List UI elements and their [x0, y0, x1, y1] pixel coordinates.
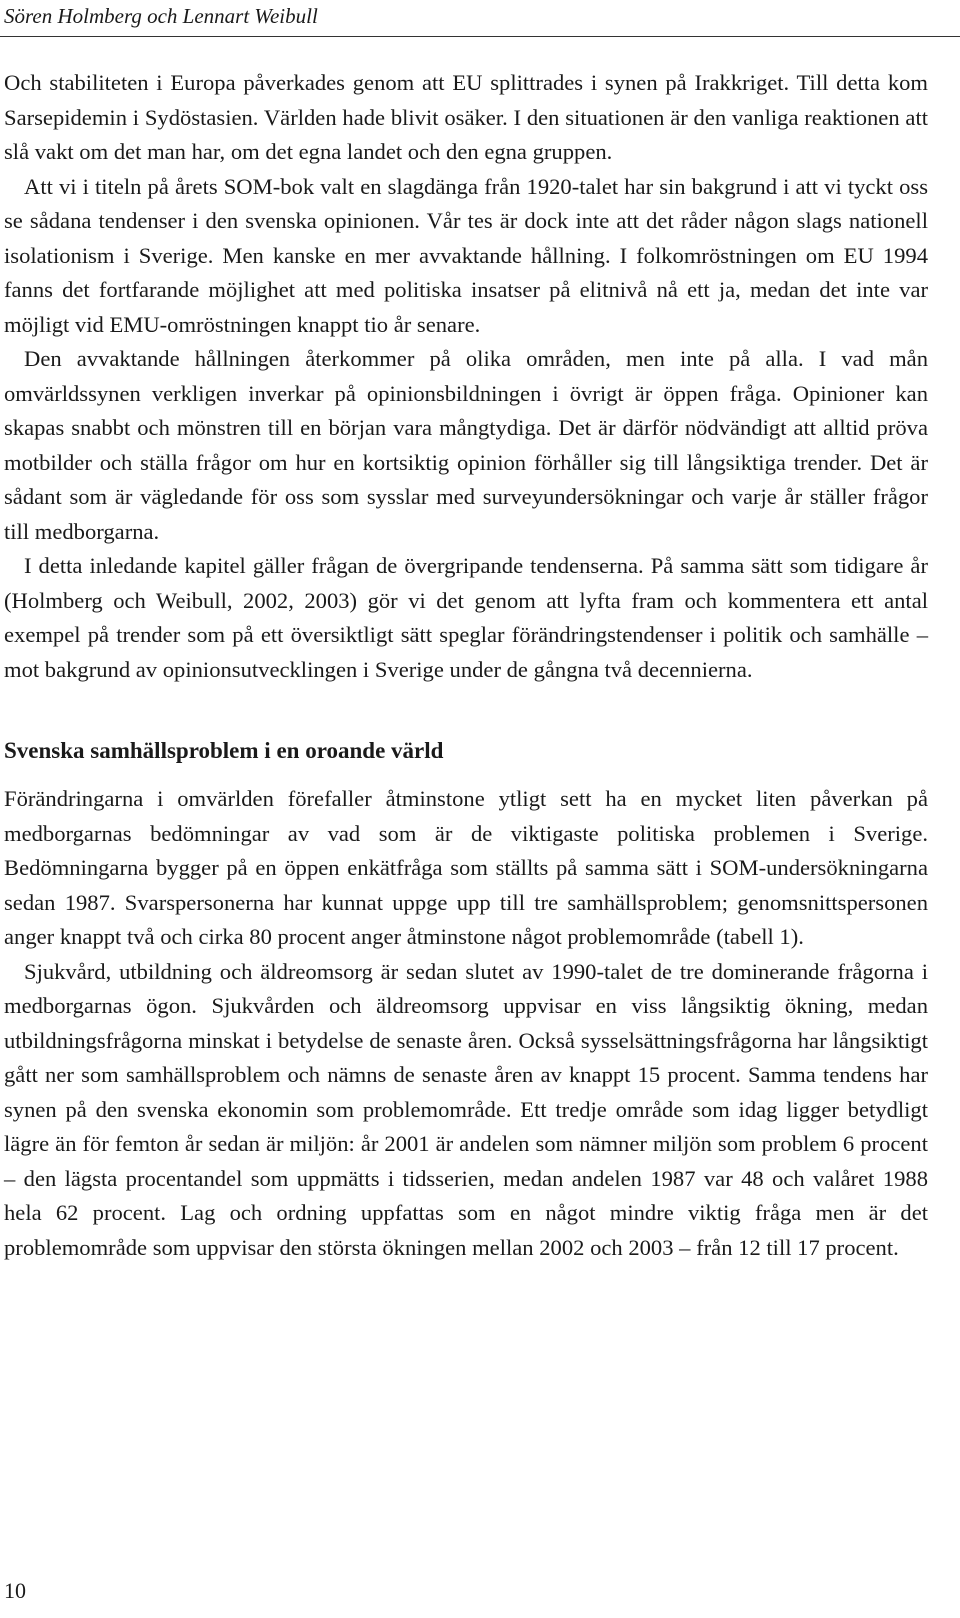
page-number: 10	[4, 1578, 26, 1603]
page-body	[4, 66, 928, 1265]
paragraph: Att vi i titeln på årets SOM-bok valt en slagdänga från 1920-talet har sin bakgrund i att vi tyckt oss se sådana tendenser i den svenska opinionen. Vår tes är dock inte att det råder någon slags nationell isolationism i Sverige. Men kanske en mer avvaktande hållning. I folkomröstningen om EU 1994 fanns det fortfarande möjlighet att med politiska insatser på elitnivå nå ett ja, medan det inte var möjligt vid EMU-omröstningen knappt tio år senare.	[4, 173, 928, 337]
paragraph: Förändringarna i omvärlden förefaller åtminstone ytligt sett ha en mycket liten påverkan på medborgarnas bedömningar av vad som är de viktigaste politiska problemen i Sverige. Bedömningarna bygger på en öppen enkätfråga som ställts på samma sätt i SOM-undersökningarna sedan 1987. Svarspersonerna har kunnat uppge upp till tre samhällsproblem; genomsnittspersonen anger knappt två och cirka 80 procent anger åtminstone något problemområde (tabell 1).	[4, 786, 928, 949]
paragraph: I detta inledande kapitel gäller frågan de övergripande tendenserna. På samma sätt som tidigare år (Holmberg och Weibull, 2002, 2003) gör vi det genom att lyfta fram och kommentera ett antal exempel på trender som på ett översiktligt sätt speglar förändringstendenser i politik och samhälle – mot bakgrund av opinionsutvecklingen i Sverige under de gångna två decennierna.	[4, 553, 928, 682]
section-heading: Svenska samhällsproblem i en oroande värld	[4, 738, 444, 763]
paragraph: Sjukvård, utbildning och äldreomsorg är sedan slutet av 1990-talet de tre dominerande frågorna i medborgarnas ögon. Sjukvården och äldreomsorg uppvisar en viss långsiktig ökning, medan utbildningsfrågorna minskat i betydelse de senaste åren. Också sysselsättningsfrågorna har långsiktigt gått ner som samhällsproblem och nämns de senaste åren av knappt 15 procent. Samma tendens har synen på den svenska ekonomin som problemområde. Ett tredje område som idag ligger betydligt lägre än för femton år sedan är miljön: år 2001 är andelen som nämner miljön som problem 6 procent – den lägsta procentandel som uppmätts i tidsserien, medan andelen 1987 var 48 och valåret 1988 hela 62 procent. Lag och ordning uppfattas som en något mindre viktig fråga men är det problemområde som uppvisar den största ökningen mellan 2002 och 2003 – från 12 till 17 procent.	[4, 958, 928, 1260]
header-rule	[0, 36, 960, 37]
paragraph: Den avvaktande hållningen återkommer på olika områden, men inte på alla. I vad mån omvärldssynen verkligen inverkar på opinionsbildningen i övrigt är öppen fråga. Opinioner kan skapas snabbt och mönstren till en början vara mångtydiga. Det är därför nödvändigt att alltid pröva motbilder och ställa frågor om hur en kortsiktig opinion förhåller sig till långsiktiga trender. Det är sådant som är vägledande för oss som sysslar med surveyundersökningar och varje år ställer frågor till medborgarna.	[4, 346, 928, 544]
running-head: Sören Holmberg och Lennart Weibull	[4, 4, 318, 28]
paragraph: Och stabiliteten i Europa påverkades genom att EU splittrades i synen på Irakkriget. Till detta kom Sarsepidemin i Sydöstasien. Världen hade blivit osäker. I den situationen är den vanliga reaktionen att slå vakt om det man har, om det egna landet och den egna gruppen.	[4, 70, 928, 164]
